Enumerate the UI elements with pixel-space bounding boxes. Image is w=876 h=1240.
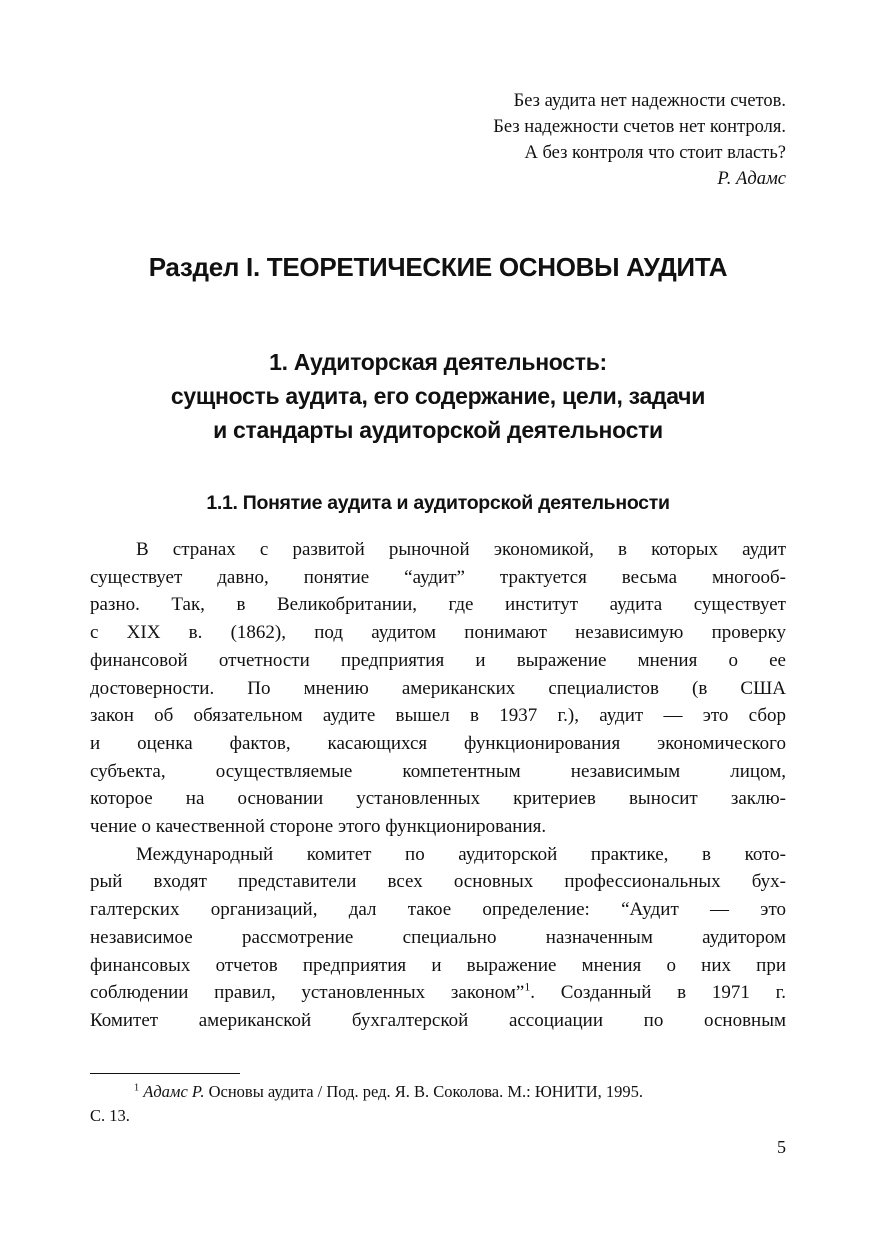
body-line: Международный комитет по аудиторской практике, в кото- xyxy=(136,843,786,865)
body-line: достоверности. По мнению американских специалистов (в США xyxy=(90,677,786,699)
body-line: разно. Так, в Великобритании, где институт аудита существует xyxy=(90,594,786,616)
footnote-continuation: С. 13. xyxy=(90,1106,130,1125)
body-line: которое на основании установленных критериев выносит заклю- xyxy=(90,788,786,810)
chapter-title-line: сущность аудита, его содержание, цели, задачи xyxy=(170,383,706,409)
epigraph-line: Без надежности счетов нет контроля. xyxy=(493,117,786,137)
chapter-title-line: и стандарты аудиторской деятельности xyxy=(213,417,663,443)
body-line: с XIX в. (1862), под аудитом понимают независимую проверку xyxy=(90,622,786,644)
body-line: В странах с развитой рыночной экономикой, в которых аудит xyxy=(136,539,786,560)
body-line: галтерских организаций, дал такое определение: “Аудит — это xyxy=(90,899,786,921)
section-title: Раздел I. ТЕОРЕТИЧЕСКИЕ ОСНОВЫ АУДИТА xyxy=(148,252,728,282)
footnote xyxy=(90,1080,786,1128)
body-line-with-footnote-ref xyxy=(90,979,786,1007)
page-number: 5 xyxy=(777,1137,786,1157)
body-line: субъекта, осуществляемые компетентным независимым лицом, xyxy=(90,760,786,782)
chapter-title xyxy=(0,345,876,447)
body-line: и оценка фактов, касающихся функционирования экономического xyxy=(90,732,786,754)
body-text xyxy=(90,536,786,1035)
body-line: финансовой отчетности предприятия и выражение мнения о ее xyxy=(90,649,786,671)
footnote-reference[interactable]: 1 xyxy=(524,980,531,994)
body-line: независимое рассмотрение специально назначенным аудитором xyxy=(90,926,786,948)
epigraph-author: Р. Адамс xyxy=(717,169,786,189)
body-line: финансовых отчетов предприятия и выражение мнения о них при xyxy=(90,954,786,976)
chapter-title-line: 1. Аудиторская деятельность: xyxy=(269,349,607,375)
epigraph-line: А без контроля что стоит власть? xyxy=(524,143,786,163)
body-line: рый входят представители всех основных профессиональных бух- xyxy=(90,871,786,893)
body-line: Комитет американской бухгалтерской ассоциации по основным xyxy=(90,1009,786,1031)
epigraph-line: Без аудита нет надежности счетов. xyxy=(513,91,786,111)
footnote-author: Адамс Р. xyxy=(143,1082,205,1101)
footnote-text: Основы аудита / Под. ред. Я. В. Соколова. М.: ЮНИТИ, 1995. xyxy=(204,1082,644,1101)
body-line-part: . Созданный в 1971 г. xyxy=(530,982,787,1004)
body-line-part: соблюдении правил, установленных законом” xyxy=(90,982,525,1004)
body-line: закон об обязательном аудите вышел в 1937 г.), аудит — это сбор xyxy=(90,705,786,727)
epigraph xyxy=(493,88,786,192)
body-line: существует давно, понятие “аудит” трактуется весьма многооб- xyxy=(90,566,786,588)
subsection-title: 1.1. Понятие аудита и аудиторской деятельности xyxy=(206,492,670,514)
footnote-divider xyxy=(90,1073,240,1074)
footnote-number: 1 xyxy=(134,1082,140,1094)
footnote-line xyxy=(90,1080,786,1104)
body-line: чение о качественной стороне этого функционирования. xyxy=(90,816,547,838)
